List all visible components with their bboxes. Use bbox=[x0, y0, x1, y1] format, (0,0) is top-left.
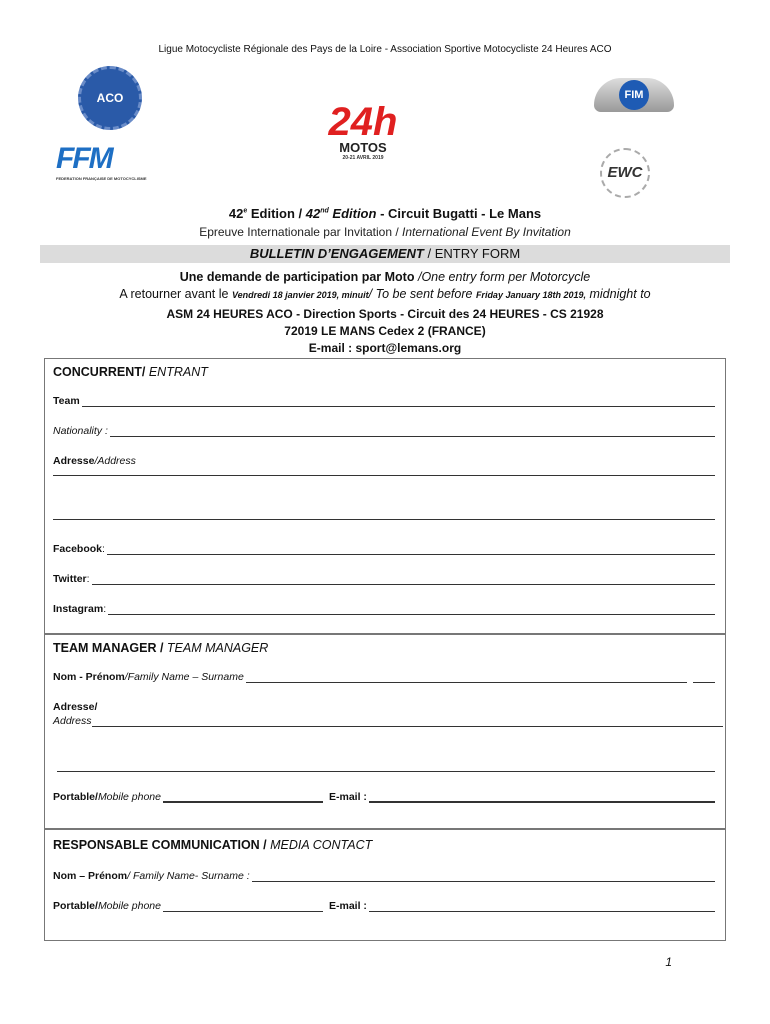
instruction-line1: Une demande de participation par Moto /One entry form per Motorcycle bbox=[179, 270, 591, 284]
team-manager-section bbox=[44, 634, 726, 829]
motos-text: MOTOS bbox=[339, 140, 387, 155]
entrant-section bbox=[44, 358, 726, 634]
media-contact-row: Portable/ Mobile phone E-mail : bbox=[53, 900, 715, 912]
media-name-field[interactable]: Nom – Prénom / Family Name- Surname : bbox=[53, 870, 715, 882]
manager-title: TEAM MANAGER / TEAM MANAGER bbox=[53, 641, 269, 655]
header-text: Ligue Motocycliste Régionale des Pays de la Loire - Association Sportive Motocycliste 24 Heures ACO bbox=[158, 44, 612, 55]
24h-motos-logo bbox=[318, 100, 408, 161]
address-block: ASM 24 HEURES ACO - Direction Sports - Circuit des 24 HEURES - CS 21928 72019 LE MANS Cedex 2 (FRANCE) E-mail : sport@lemans.org bbox=[166, 307, 604, 355]
aco-logo: ACO bbox=[78, 66, 142, 130]
address-label: Adresse/Address bbox=[53, 455, 136, 467]
page-number: 1 bbox=[665, 955, 672, 969]
fim-logo bbox=[594, 78, 674, 112]
address-line2[interactable] bbox=[53, 509, 715, 520]
address-line1[interactable] bbox=[53, 465, 715, 476]
media-title: RESPONSABLE COMMUNICATION / MEDIA CONTACT bbox=[53, 838, 373, 852]
event-title: 42e Edition / 42nd Edition - Circuit Bugatti - Le Mans bbox=[228, 206, 542, 221]
manager-contact-row: Portable/ Mobile phone E-mail : bbox=[53, 791, 715, 803]
media-email-field[interactable] bbox=[369, 901, 715, 912]
dates-text: 20-21 AVRIL 2019 bbox=[342, 155, 384, 161]
twitter-field[interactable]: Twitter : bbox=[53, 573, 715, 585]
manager-phone-field[interactable] bbox=[163, 791, 323, 803]
media-phone-field[interactable] bbox=[163, 901, 323, 912]
instagram-field[interactable]: Instagram : bbox=[53, 603, 715, 615]
manager-name-field[interactable]: Nom - Prénom /Family Name – Surname bbox=[53, 671, 715, 683]
team-field[interactable]: Team bbox=[53, 395, 715, 407]
form-title-band: BULLETIN D’ENGAGEMENT / ENTRY FORM bbox=[40, 245, 730, 263]
manager-address-field[interactable]: Address bbox=[53, 715, 723, 727]
manager-address-label: Adresse/ bbox=[53, 701, 98, 713]
entrant-title: CONCURRENT/ ENTRANT bbox=[53, 365, 208, 379]
nationality-field[interactable]: Nationality : bbox=[53, 425, 715, 437]
event-subtitle: Epreuve Internationale par Invitation / International Event By Invitation bbox=[199, 225, 571, 239]
fim-text: FIM bbox=[619, 80, 649, 110]
media-contact-section bbox=[44, 829, 726, 941]
24h-text: 24h bbox=[328, 100, 398, 144]
ffm-logo-sub: FEDERATION FRANÇAISE DE MOTOCYCLISME bbox=[56, 176, 147, 181]
ffm-logo bbox=[56, 142, 147, 181]
manager-email-field[interactable] bbox=[369, 791, 715, 803]
instruction-line2: A retourner avant le Vendredi 18 janvier 2019, minuit/ To be sent before Friday January 18th 2019, midnight to bbox=[119, 287, 651, 301]
facebook-field[interactable]: Facebook : bbox=[53, 543, 715, 555]
ffm-logo-text: FFM bbox=[56, 142, 112, 175]
ewc-logo: EWC bbox=[600, 148, 650, 198]
manager-address-line2[interactable] bbox=[57, 761, 715, 772]
